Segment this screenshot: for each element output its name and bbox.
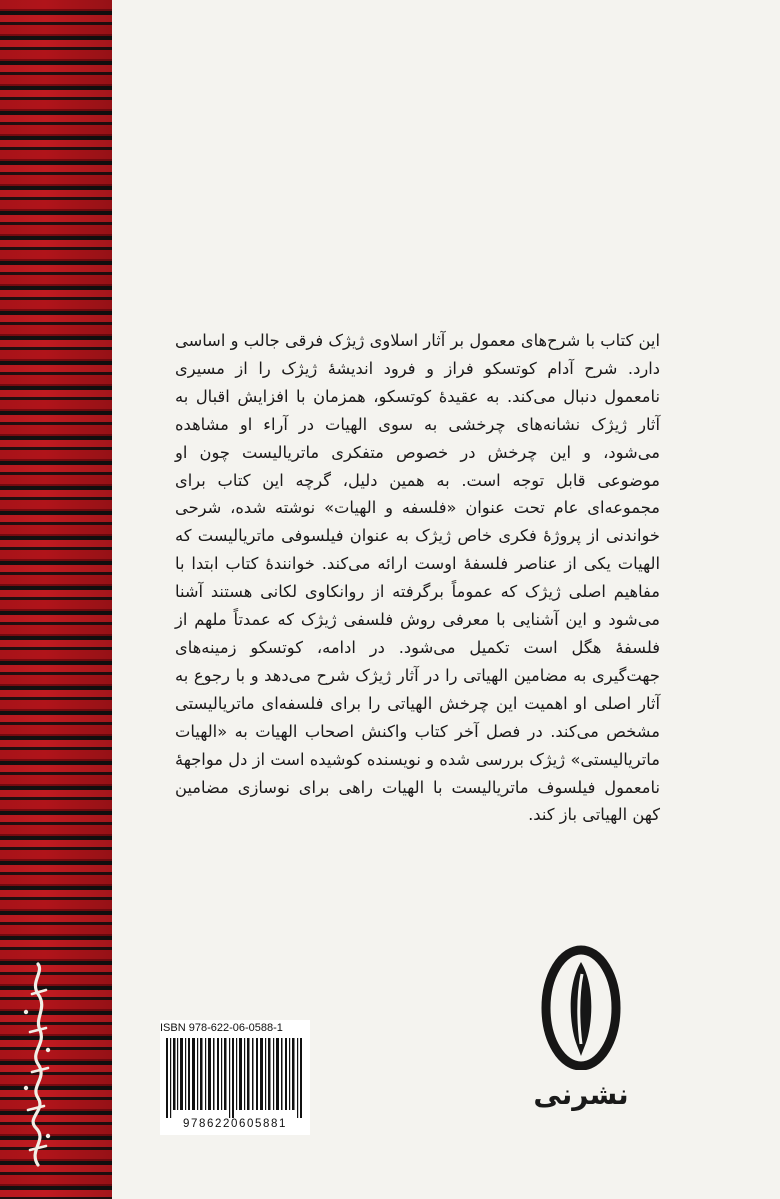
isbn-label: ISBN 978-622-06-0588-1	[160, 1022, 283, 1034]
barcode	[160, 1038, 310, 1118]
back-cover-blurb	[175, 327, 660, 829]
isbn-digits: 9786220605881	[183, 1118, 287, 1130]
publisher-logo	[538, 940, 624, 1070]
spine-signature	[18, 960, 58, 1170]
publisher-name: نشرنی	[533, 1078, 629, 1111]
isbn-barcode-block	[160, 1020, 310, 1135]
blurb-paragraph: این کتاب با شرح‌های معمول بر آثار اسلاوی ژیژک فرقی جالب و اساسی دارد. شرح آدام کوتسکو فراز و فرود اندیشهٔ ژیژک را از مسیری نامعمول دنبال می‌کند. به عقیدهٔ کوتسکو، همزمان با افزایش اقبال به آثار ژیژک نشانه‌های چرخشی به سوی الهیات در آراء او مشاهده می‌شود، و این چرخش در خصوص متفکری ماتریالیست چون او موضوعی قابل توجه است. به همین دلیل، گرچه این کتاب برای مجموعه‌ای عام تحت عنوان «فلسفه و الهیات» نوشته شده، شرحی خواندنی از پروژهٔ فکری خاص ژیژک به عنوان فیلسوفی ماتریالیست که الهیات یکی از عناصر فلسفهٔ اوست ارائه می‌کند. خوانندهٔ کتاب ابتدا با مفاهیم اصلی ژیژک که عموماً برگرفته از روانکاوی لکانی هستند آشنا می‌شود و این آشنایی با معرفی روش فلسفی ژیژک که عمدتاً ملهم از فلسفهٔ هگل است تکمیل می‌شود. در ادامه، کوتسکو زمینه‌های جهت‌گیری به مضامین الهیاتی را در آثار ژیژک شرح می‌دهد و با رجوع به آثار اصلی او اهمیت این چرخش الهیاتی را برای فلسفه‌ای ماتریالیستی مشخص می‌کند. در فصل آخر کتاب واکنش اصحاب الهیات به «الهیات ماتریالیستی» ژیژک بررسی شده و نویسنده کوشیده است از دل مواجههٔ نامعمول فیلسوف ماتریالیست با الهیات راهی برای نوسازی مضامین کهن الهیاتی باز کند.	[175, 331, 660, 825]
